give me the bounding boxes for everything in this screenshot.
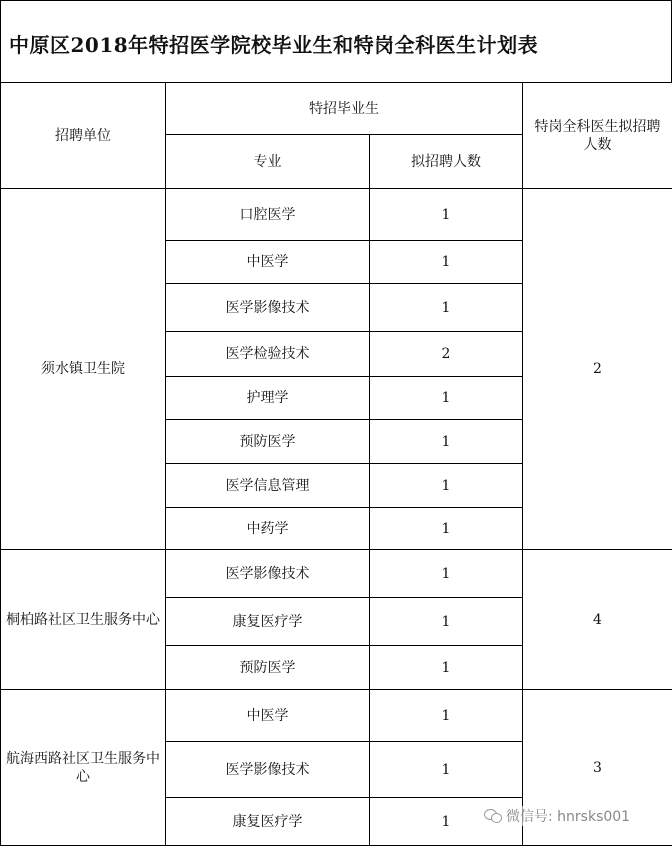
watermark-text: 微信号: hnrsks001 bbox=[506, 809, 631, 825]
major-cell: 医学信息管理 bbox=[166, 464, 370, 508]
count-cell: 1 bbox=[370, 798, 523, 846]
count-cell: 1 bbox=[370, 508, 523, 550]
major-cell: 医学影像技术 bbox=[166, 550, 370, 598]
count-cell: 1 bbox=[370, 690, 523, 742]
gp-count: 2 bbox=[523, 189, 672, 550]
title-box bbox=[0, 0, 672, 83]
major-cell: 护理学 bbox=[166, 377, 370, 420]
count-cell: 1 bbox=[370, 377, 523, 420]
header-gp: 特岗全科医生拟招聘人数 bbox=[523, 83, 672, 189]
count-cell: 1 bbox=[370, 598, 523, 646]
unit-name: 航海西路社区卫生服务中心 bbox=[1, 690, 166, 846]
gp-count: 4 bbox=[523, 550, 672, 690]
gp-count: 3 bbox=[523, 690, 672, 846]
major-cell: 中医学 bbox=[166, 241, 370, 284]
major-cell: 康复医疗学 bbox=[166, 598, 370, 646]
header-grad-group: 特招毕业生 bbox=[166, 83, 523, 135]
count-cell: 1 bbox=[370, 284, 523, 332]
table-row bbox=[1, 550, 672, 598]
unit-name: 须水镇卫生院 bbox=[1, 189, 166, 550]
count-cell: 1 bbox=[370, 189, 523, 241]
major-cell: 医学检验技术 bbox=[166, 332, 370, 377]
major-cell: 康复医疗学 bbox=[166, 798, 370, 846]
plan-table bbox=[0, 82, 672, 846]
count-cell: 1 bbox=[370, 420, 523, 464]
table-row bbox=[1, 690, 672, 742]
count-cell: 2 bbox=[370, 332, 523, 377]
header-major: 专业 bbox=[166, 135, 370, 189]
unit-name: 桐柏路社区卫生服务中心 bbox=[1, 550, 166, 690]
page-title: 中原区2018年特招医学院校毕业生和特岗全科医生计划表 bbox=[9, 33, 539, 57]
header-count: 拟招聘人数 bbox=[370, 135, 523, 189]
major-cell: 中医学 bbox=[166, 690, 370, 742]
wechat-icon bbox=[484, 809, 502, 823]
count-cell: 1 bbox=[370, 550, 523, 598]
count-cell: 1 bbox=[370, 742, 523, 798]
major-cell: 预防医学 bbox=[166, 646, 370, 690]
major-cell: 中药学 bbox=[166, 508, 370, 550]
major-cell: 预防医学 bbox=[166, 420, 370, 464]
table-row bbox=[1, 189, 672, 241]
header-unit: 招聘单位 bbox=[1, 83, 166, 189]
major-cell: 口腔医学 bbox=[166, 189, 370, 241]
watermark bbox=[484, 806, 630, 826]
major-cell: 医学影像技术 bbox=[166, 284, 370, 332]
count-cell: 1 bbox=[370, 241, 523, 284]
count-cell: 1 bbox=[370, 464, 523, 508]
major-cell: 医学影像技术 bbox=[166, 742, 370, 798]
count-cell: 1 bbox=[370, 646, 523, 690]
